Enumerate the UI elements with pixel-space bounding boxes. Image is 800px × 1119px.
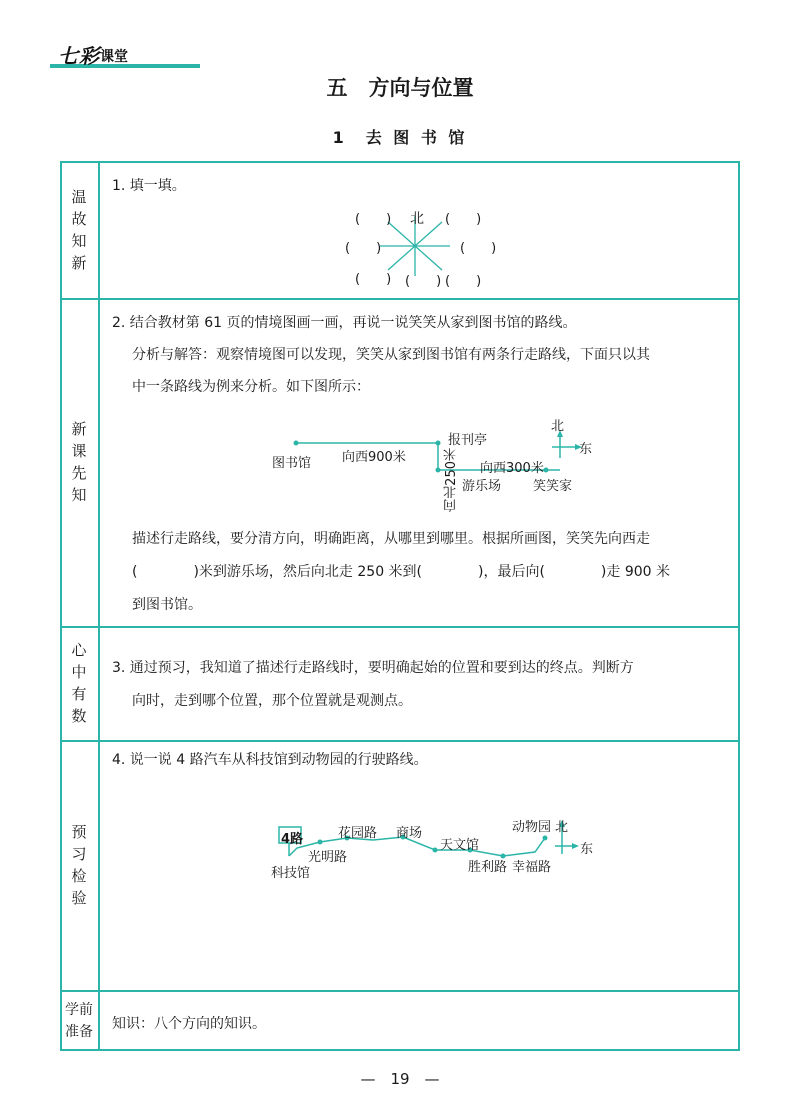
section-label-preview: 新课先知 [71,420,87,504]
blank-northeast[interactable]: ( ) [445,212,482,227]
section-label-review: 温故知新 [71,187,87,272]
description-text: 到图书馆。 [132,597,202,613]
page-number: — 19 — [360,1070,440,1088]
map-north-label: 北 [555,820,569,835]
question-4-text: 4. 说一说 4 路汽车从科技馆到动物园的行驶路线。 [112,752,428,768]
map-north-label: 北 [551,419,565,434]
brand-logo: 七彩 [58,44,100,68]
question-1-text: 1. 填一填。 [112,178,186,194]
playground-label: 游乐场 [462,479,502,494]
library-label: 图书馆 [272,456,312,471]
blank-northwest[interactable]: ( ) [355,212,392,227]
west-900-label: 向西900米 [342,450,406,465]
question-2-text: 2. 结合教材第 61 页的情境图画一画，再说一说笑笑从家到图书馆的路线。 [112,315,577,331]
section-label-check: 预习检验 [71,823,87,907]
section-label-understanding: 心中有数 [71,641,87,725]
science-museum-label: 科技馆 [271,866,311,881]
question-3-text: 向时，走到哪个位置，那个位置就是观测点。 [132,693,412,709]
guangming-road-label: 光明路 [308,850,348,865]
bus-4-label: 4路 [281,832,304,847]
description-blanks[interactable]: ( )米到游乐场，然后向北走 250 米到( )，最后向( )走 900 米 [132,564,671,580]
question-3-text: 3. 通过预习，我知道了描述行走路线时，要明确起始的位置和要到达的终点。判断方 [112,660,634,676]
label-column-divider [98,161,100,1051]
newsstand-label: 报刊亭 [448,433,488,448]
shengli-road-label: 胜利路 [468,860,508,875]
huayuan-road-label: 花园路 [338,826,378,841]
row-divider [60,298,740,300]
map-east-label: 东 [579,442,593,457]
lesson-title: 1 去 图 书 馆 [332,128,468,147]
analysis-text: 中一条路线为例来分析。如下图所示： [132,379,370,395]
section-label-prep: 学前准备 [65,1001,93,1040]
market-label: 商场 [396,826,423,841]
xingfu-road-label: 幸福路 [512,860,552,875]
home-label: 笑笑家 [533,479,573,494]
blank-west[interactable]: ( ) [345,241,382,256]
west-300-label: 向西300米 [480,461,544,476]
row-divider [60,626,740,628]
blank-south[interactable]: ( ) [405,274,442,289]
blank-east[interactable]: ( ) [460,241,497,256]
north-250-label: 向北250米 [444,448,459,512]
compass-north-label: 北 [410,211,424,227]
brand-sub: 课堂 [100,49,128,65]
description-text: 描述行走路线，要分清方向，明确距离，从哪里到哪里。根据所画图，笑笑先向西走 [132,531,650,547]
blank-southwest[interactable]: ( ) [355,272,392,287]
analysis-text: 分析与解答：观察情境图可以发现，笑笑从家到图书馆有两条行走路线，下面只以其 [132,347,650,363]
planetarium-label: 天文馆 [440,838,480,853]
map-east-label: 东 [580,842,594,857]
page-title: 五 方向与位置 [326,76,474,100]
row-divider [60,990,740,992]
row-divider [60,740,740,742]
prep-knowledge-text: 知识：八个方向的知识。 [112,1016,266,1032]
zoo-label: 动物园 [512,820,552,835]
blank-southeast[interactable]: ( ) [445,274,482,289]
